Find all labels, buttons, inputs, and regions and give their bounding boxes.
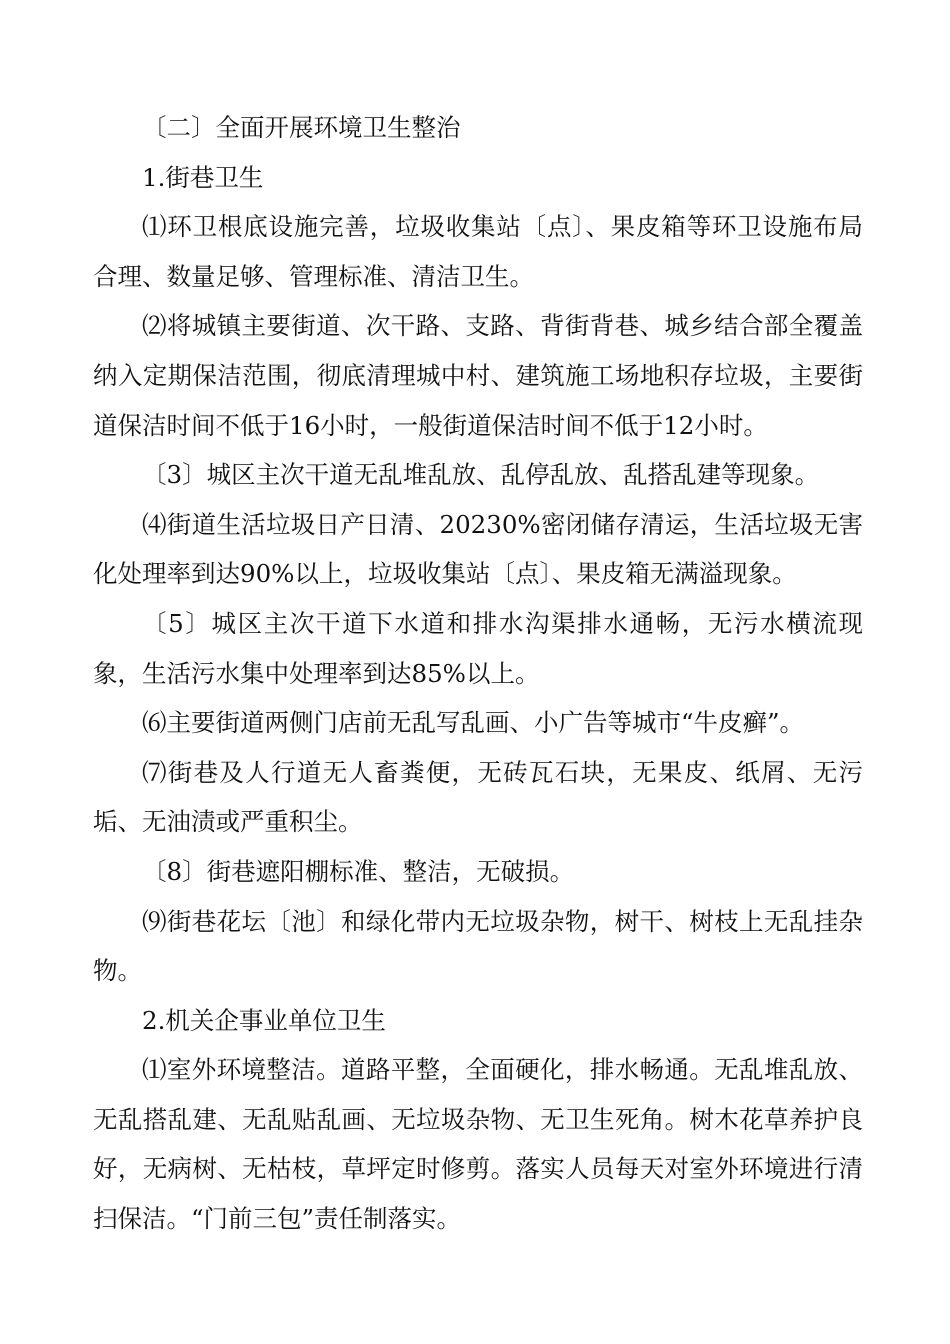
paragraph-item-8: 〔8〕街巷遮阳棚标准、整洁，无破损。 xyxy=(142,856,575,886)
paragraph-item-3: 〔3〕城区主次干道无乱堆乱放、乱停乱放、乱搭乱建等现象。 xyxy=(142,460,820,490)
subsection-heading-street-hygiene: 1.街巷卫生 xyxy=(142,162,264,192)
section-heading-environment: 〔二〕全面开展环境卫生整治 xyxy=(142,113,461,142)
paragraph-item-7: ⑺街巷及人行道无人畜粪便，无砖瓦石块，无果皮、纸屑、无污垢、无油渍或严重积尘。 xyxy=(93,757,863,837)
paragraph-item-6: ⑹主要街道两侧门店前无乱写乱画、小广告等城市“牛皮癣”。 xyxy=(142,708,805,738)
paragraph-item-1: ⑴环卫根底设施完善，垃圾收集站〔点〕、果皮箱等环卫设施布局合理、数量足够、管理标准、清洁卫生。 xyxy=(93,212,863,291)
paragraph-unit-item-1: ⑴室外环境整洁。道路平整，全面硬化，排水畅通。无乱堆乱放、无乱搭乱建、无乱贴乱画、无垃圾杂物、无卫生死角。树木花草养护良好，无病树、无枯枝，草坪定时修剪。落实人员每天对室外环境进行清扫保洁。“门前三包”责任制落实。 xyxy=(93,1055,863,1234)
paragraph-item-9: ⑼街巷花坛〔池〕和绿化带内无垃圾杂物，树干、树枝上无乱挂杂物。 xyxy=(93,906,863,986)
document-body xyxy=(93,103,863,1244)
subsection-heading-unit-hygiene: 2.机关企事业单位卫生 xyxy=(142,1005,386,1035)
paragraph-item-4: ⑷街道生活垃圾日产日清、20230%密闭储存清运，生活垃圾无害化处理率到达90%以上，垃圾收集站〔点〕、果皮箱无满溢现象。 xyxy=(93,509,863,589)
paragraph-item-5: 〔5〕城区主次干道下水道和排水沟渠排水通畅，无污水横流现象，生活污水集中处理率到达85%以上。 xyxy=(93,608,863,688)
paragraph-item-2: ⑵将城镇主要街道、次干路、支路、背街背巷、城乡结合部全覆盖纳入定期保洁范围，彻底清理城中村、建筑施工场地积存垃圾，主要街道保洁时间不低于16小时，一般街道保洁时间不低于12小时。 xyxy=(93,311,863,440)
